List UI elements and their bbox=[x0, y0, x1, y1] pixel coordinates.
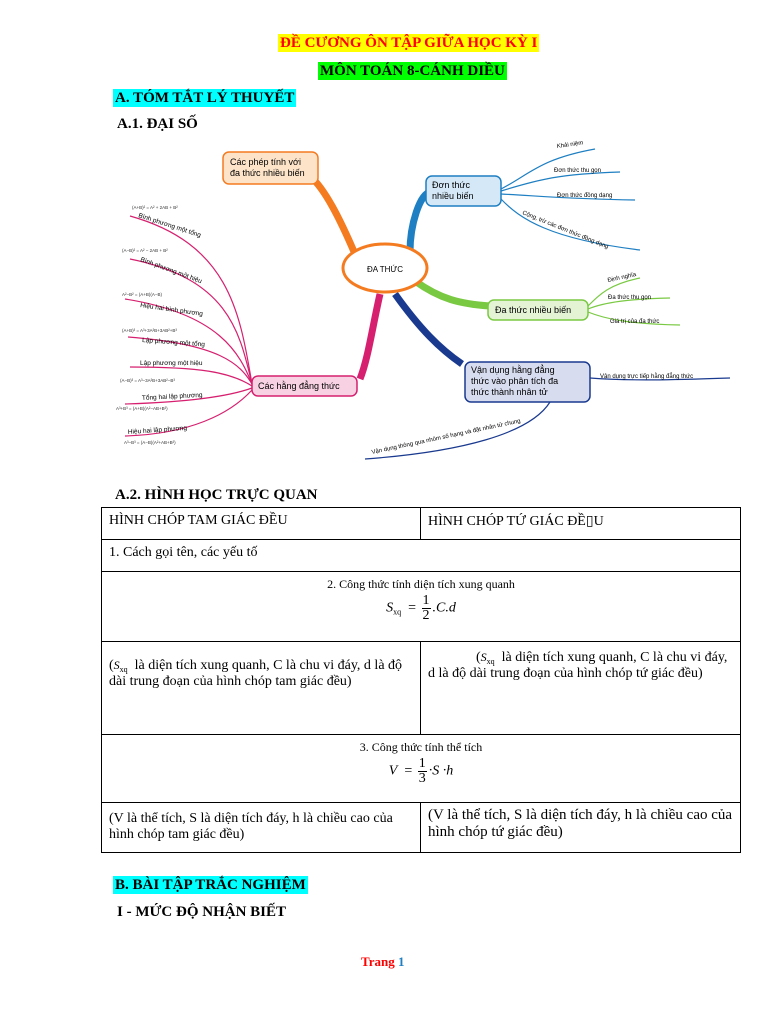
node-van-dung-line1: Vận dụng hằng đẳng bbox=[471, 365, 555, 375]
section-a2-title: A.2. HÌNH HỌC TRỰC QUAN bbox=[115, 487, 318, 503]
document-title: ĐỀ CƯƠNG ÔN TẬP GIỮA HỌC KỲ I bbox=[280, 35, 538, 51]
hdt-item-5: Lập phương một hiệu bbox=[140, 360, 203, 367]
section-a1-title: A.1. ĐẠI SỐ bbox=[117, 116, 198, 132]
node-don-thuc-line1: Đơn thức bbox=[432, 180, 470, 190]
don-thuc-item-4: Cộng, trừ các đơn thức đồng dạng bbox=[521, 210, 610, 251]
table-row-cach-goi-ten: 1. Cách gọi tên, các yếu tố bbox=[102, 540, 741, 572]
section-b-level: I - MỨC ĐỘ NHẬN BIẾT bbox=[117, 904, 287, 920]
node-don-thuc-line2: nhiều biến bbox=[432, 191, 474, 201]
hdt-formula-1: (A+B)² = A² + 2AB + B² bbox=[132, 205, 178, 210]
geometry-table bbox=[101, 507, 741, 853]
hdt-formula-7: A³−B³ = (A−B)(A²+AB+B²) bbox=[124, 440, 176, 445]
sxq-desc-right: ($S_{xq}$ là diện tích xung quanh, C là chu vi đáy, d là độ dài trung đoạn của hình chóp tứ giác đều) bbox=[421, 642, 741, 735]
sxq-rhs: .C.d bbox=[432, 600, 456, 616]
sxq-formula-title: 2. Công thức tính diện tích xung quanh bbox=[327, 577, 515, 591]
hdt-item-3: Hiệu hai bình phương bbox=[139, 302, 204, 318]
hdt-formula-6: A³+B³ = (A+B)(A²−AB+B²) bbox=[116, 406, 168, 411]
table-row-volume-formula bbox=[102, 735, 741, 803]
page-footer bbox=[361, 954, 404, 970]
da-thuc-item-3: Giá trị của đa thức bbox=[610, 319, 660, 325]
sxq-symbol: S bbox=[386, 600, 394, 616]
sxq-sub: xq bbox=[393, 607, 402, 617]
node-phep-tinh-line2: đa thức nhiều biến bbox=[230, 168, 305, 178]
fraction-third: $\frac{1}{3}$ bbox=[418, 756, 426, 786]
page-number: 1 bbox=[397, 954, 405, 969]
van-dung-item-2: Vận dụng thông qua nhóm số hạng và đặt nhân tử chung bbox=[371, 418, 522, 456]
volume-desc-right: (V là thể tích, S là diện tích đáy, h là chiều cao của hình chóp tứ giác đều) bbox=[421, 803, 741, 853]
hdt-item-6: Tổng hai lập phương bbox=[141, 391, 203, 402]
don-thuc-item-3: Đơn thức đồng dạng bbox=[557, 193, 613, 199]
section-b-title: B. BÀI TẬP TRẮC NGHIỆM bbox=[115, 877, 306, 893]
volume-formula-title: 3. Công thức tính thể tích bbox=[359, 740, 483, 754]
sxq-desc-left: ($S_{xq}$ là diện tích xung quanh, C là chu vi đáy, d là độ dài trung đoạn của hình chóp tam giác đều) bbox=[102, 642, 421, 735]
don-thuc-item-2: Đơn thức thu gọn bbox=[554, 168, 601, 174]
center-label: ĐA THỨC bbox=[366, 265, 404, 274]
page-label: Trang bbox=[361, 954, 395, 969]
hdt-formula-3: A²−B² = (A+B)(A−B) bbox=[122, 292, 163, 297]
node-van-dung-line2: thức vào phân tích đa bbox=[471, 376, 559, 386]
algebra-mindmap bbox=[110, 134, 740, 496]
branch-navy bbox=[395, 294, 462, 364]
hdt-formula-4: (A+B)³ = A³+3A²B+3AB²+B³ bbox=[122, 328, 177, 333]
hdt-item-1: Bình phương một tổng bbox=[137, 212, 202, 240]
table-header-tam-giac: HÌNH CHÓP TAM GIÁC ĐỀU bbox=[102, 508, 421, 540]
hdt-item-7: Hiệu hai lập phương bbox=[127, 424, 188, 436]
v-rhs: ·S ·h bbox=[428, 763, 454, 779]
da-thuc-item-1: Định nghĩa bbox=[607, 272, 637, 284]
fraction-half: $\frac{1}{2}$ bbox=[422, 593, 430, 623]
da-thuc-item-2: Đa thức thu gọn bbox=[608, 295, 652, 301]
branch-green bbox=[415, 281, 490, 306]
volume-formula: V = $\frac{1}{3}$ ·S ·h bbox=[388, 756, 454, 786]
table-header-tu-giac: HÌNH CHÓP TỨ GIÁC ĐỀ▯U bbox=[421, 508, 741, 540]
hdt-formula-2: (A−B)² = A² − 2AB + B² bbox=[122, 248, 168, 253]
hdt-item-4: Lập phương một tổng bbox=[141, 337, 206, 349]
node-van-dung-line3: thức thành nhân tử bbox=[471, 387, 548, 397]
sxq-formula: $S_{xq}$ = $\frac{1}{2}$ .C.d bbox=[386, 593, 456, 623]
section-a-title: A. TÓM TẮT LÝ THUYẾT bbox=[115, 90, 295, 106]
branch-pink bbox=[360, 294, 380, 379]
hdt-formula-5: (A−B)³ = A³−3A²B+3AB²−B³ bbox=[120, 378, 175, 383]
node-da-thuc-label: Đa thức nhiều biến bbox=[495, 305, 572, 315]
van-dung-item-1: Vận dụng trực tiếp hằng đẳng thức bbox=[600, 374, 694, 380]
table-row-sxq-formula bbox=[102, 572, 741, 642]
hdt-item-2: Bình phương một hiệu bbox=[139, 256, 203, 286]
document-subtitle: MÔN TOÁN 8-CÁNH DIỀU bbox=[320, 63, 505, 79]
don-thuc-item-1: Khái niệm bbox=[556, 140, 584, 150]
volume-desc-left: (V là thể tích, S là diện tích đáy, h là chiều cao của hình chóp tam giác đều) bbox=[102, 803, 421, 853]
branch-orange bbox=[310, 176, 355, 254]
node-phep-tinh-line1: Các phép tính với bbox=[230, 157, 301, 167]
node-hang-dang-thuc-label: Các hằng đẳng thức bbox=[258, 381, 340, 391]
v-symbol: V bbox=[388, 763, 398, 779]
